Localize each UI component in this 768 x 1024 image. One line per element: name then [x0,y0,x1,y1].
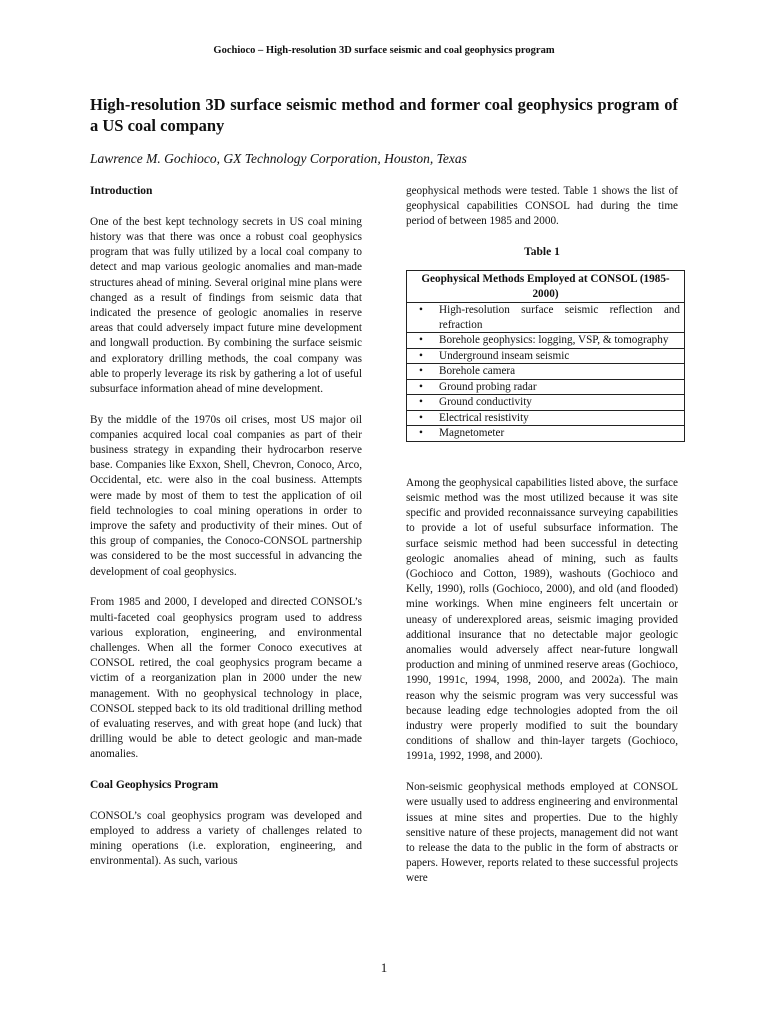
intro-paragraph-1: One of the best kept technology secrets in US coal mining history was that there was once a robust coal geophysics program that was fully utilized by a local coal company to detect and map various geologic anomalies and man-made structures ahead of mining. Several original mine plans were changed as a result of findings from seismic data that indicated the presence of geologic anomalies in reserve areas that could adversely impact future mine development and longwall production. By combining the surface seismic and exploratory drilling methods, the coal company was able to properly leverage its risk by gathering a lot of useful subsurface information ahead of mine development. [90,215,362,395]
left-column [90,184,362,885]
table-row [407,395,685,411]
bullet-icon: • [407,364,436,380]
bullet-icon: • [407,395,436,411]
bullet-icon: • [407,333,436,349]
intro-paragraph-2: By the middle of the 1970s oil crises, most US major oil companies acquired local coal companies as part of their business strategy in expanding their hydrocarbon reserve base. Companies like Exxon, Shell, Chevron, Conoco, Arco, Occidental, etc. were also in the coal business. Attempts were made by most of them to test the application of oil field technologies to coal mining operations in order to improve the safety and productivity of their mines. Out of this group of companies, the Conoco-CONSOL partnership was considered to be the most successful in advancing the development of coal geophysics. [90,413,362,578]
coal-paragraph-1: CONSOL’s coal geophysics program was developed and employed to address a variety of challenges related to mining operations (i.e. exploration, engineering, and environmental). As such, various [90,809,362,868]
bullet-icon: • [407,348,436,364]
table-caption: Table 1 [524,246,560,259]
bullet-icon: • [407,410,436,426]
right-paragraph-1: geophysical methods were tested. Table 1 shows the list of geophysical capabilities CONSOL had during the time period of between 1985 and 2000. [406,185,678,228]
introduction-heading: Introduction [90,185,153,197]
bullet-icon: • [407,379,436,395]
table-cell: Borehole geophysics: logging, VSP, & tomography [435,333,685,349]
table-row [407,333,685,349]
table-cell: Borehole camera [435,364,685,380]
table-cell: Magnetometer [435,426,685,442]
bullet-icon: • [407,303,436,333]
table-cell: Electrical resistivity [435,410,685,426]
page-number: 1 [380,960,388,975]
coal-geophysics-heading: Coal Geophysics Program [90,779,219,792]
table-cell: Underground inseam seismic [435,348,685,364]
table-cell: High-resolution surface seismic reflection and refraction [435,303,685,333]
paper-title: High-resolution 3D surface seismic method and former coal geophysics program of a US coal company [90,95,678,135]
right-paragraph-3: Non-seismic geophysical methods employed at CONSOL were usually used to address engineering and environmental issues at mine sites and properties. Due to the highly sensitive nature of these projects, management did not want to release the data to the public in the form of abstracts or papers. However, reports related to these successful projects were [406,781,678,885]
right-column [406,184,678,902]
methods-table [406,270,685,442]
table-row [407,364,685,380]
table-cell: Ground conductivity [435,395,685,411]
table-row [407,410,685,426]
table-row [407,379,685,395]
author-line: Lawrence M. Gochioco, GX Technology Corporation, Houston, Texas [90,151,467,166]
intro-paragraph-3: From 1985 and 2000, I developed and directed CONSOL’s multi-faceted coal geophysics program used to address various exploration, engineering, and environmental challenges. When all the former Conoco executives at CONSOL retired, the coal geophysics program became a victim of a reorganization plan in 2000 under the new management. With no geophysical technology in place, CONSOL stepped back to its old traditional drilling method of evaluating reserves, and with great hope (and luck) that drilling would be able to detect geologic and man-made anomalies. [90,596,362,761]
table-row [407,426,685,442]
table-row [407,348,685,364]
right-paragraph-2: Among the geophysical capabilities listed above, the surface seismic method was the most utilized because it was site specific and provided reconnaissance surveying capabilities to provide a lot of useful subsurface information. The surface seismic method had been successful in detecting geologic anomalies ahead of mining, such as faults (Gochioco and Cotton, 1989), washouts (Gochioco and Kelly, 1990), rolls (Gochioco, 2000), and old (and flooded) mine workings. When mine engineers felt uncertain or uneasy of underexplored areas, seismic imaging provided additional insurance that no detectable major geologic anomalies would adversely affect near-future longwall production and mining of unmined reserve areas (Gochioco, 1990, 1991c, 1994, 1998, 2000, and 2002a). The main reason why the seismic program was very successful was because leading edge technologies adopted from the oil industry were properly modified to suit the boundary conditions of shallow and thin-layer targets (Gochioco, 1991a, 1992, 1998, and 2000). [406,476,678,763]
bullet-icon: • [407,426,436,442]
table-header: Geophysical Methods Employed at CONSOL (1985-2000) [407,271,685,303]
running-head: Gochioco – High-resolution 3D surface seismic and coal geophysics program [213,45,555,56]
table-row [407,303,685,333]
table-cell: Ground probing radar [435,379,685,395]
